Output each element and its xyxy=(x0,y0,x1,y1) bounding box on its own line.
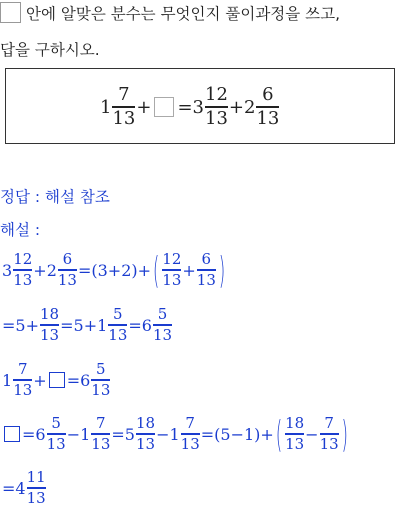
sol3-whole-1: 1 xyxy=(2,370,13,390)
sol1-whole-1: 3 xyxy=(2,260,13,280)
sol5-whole-1: 4 xyxy=(15,478,26,498)
answer-label: 정답 : 해설 참조 xyxy=(0,188,110,206)
eq-plus: + xyxy=(136,96,152,118)
sol4-fraction-4: 7 13 xyxy=(180,414,200,453)
sol3-fraction-1: 7 13 xyxy=(13,360,33,399)
eq-whole-2: 3 xyxy=(192,96,204,118)
blank-square-icon xyxy=(49,372,65,388)
sol1-fraction-4: 6 13 xyxy=(196,250,216,289)
problem-equation xyxy=(100,84,280,130)
sol4-fraction-5: 18 13 xyxy=(285,414,305,453)
sol4-plus: + xyxy=(260,424,274,444)
sol2-plus-2: + xyxy=(83,315,98,335)
eq-plus-2: + xyxy=(228,96,244,118)
sol4-minus: − xyxy=(66,424,81,444)
sol1-whole-2: 2 xyxy=(46,260,57,280)
solution-line-3 xyxy=(2,358,111,402)
sol4-equals-2: = xyxy=(111,424,125,444)
sol4-whole-2: 1 xyxy=(80,424,91,444)
sol3-fraction-2: 5 13 xyxy=(91,360,111,399)
sol5-fraction-1: 11 13 xyxy=(26,468,46,507)
sol4-right-paren: ) xyxy=(341,412,348,456)
sol1-right-paren: ) xyxy=(218,248,226,292)
eq-whole-3: 2 xyxy=(244,96,256,118)
sol2-whole-3: 1 xyxy=(97,315,108,335)
sol2-equals-2: = xyxy=(60,315,74,335)
sol1-equals: = xyxy=(77,260,92,280)
sol2-plus: + xyxy=(25,315,39,335)
blank-box-icon xyxy=(0,2,21,23)
sol4-fraction-2: 7 13 xyxy=(91,414,111,453)
sol2-fraction-2: 5 13 xyxy=(108,305,128,344)
sol4-paren-diff: (5−1) xyxy=(214,424,261,444)
sol3-equals: = xyxy=(66,370,81,390)
sol4-minus-3: − xyxy=(305,424,319,444)
sol4-fraction-3: 18 13 xyxy=(135,414,156,453)
sol1-plus: + xyxy=(33,260,47,280)
solution-line-1 xyxy=(2,248,227,292)
eq-fraction-3: 6 13 xyxy=(256,84,280,129)
sol1-plus-2: + xyxy=(137,260,152,280)
sol3-whole-2: 6 xyxy=(80,370,91,390)
sol1-plus-3: + xyxy=(182,260,196,280)
sol2-equals: = xyxy=(2,315,16,335)
sol2-equals-3: = xyxy=(128,315,142,335)
blank-square-icon xyxy=(4,426,20,442)
question-text-1: 안에 알맞은 분수는 무엇인지 풀이과정을 쓰고, xyxy=(26,5,341,23)
sol2-whole-4: 6 xyxy=(141,315,152,335)
eq-whole-1: 1 xyxy=(100,96,112,118)
sol2-whole-1: 5 xyxy=(15,315,26,335)
sol1-left-paren: ( xyxy=(153,248,160,292)
solution-line-2 xyxy=(2,303,173,347)
sol5-equals: = xyxy=(2,478,16,498)
sol1-paren-sum: (3+2) xyxy=(91,260,138,280)
sol1-fraction-2: 6 13 xyxy=(57,250,77,289)
sol2-fraction-3: 5 13 xyxy=(152,305,173,344)
sol4-fraction-1: 5 13 xyxy=(46,414,66,453)
eq-equals: = xyxy=(177,96,193,118)
sol3-plus: + xyxy=(33,370,47,390)
sol2-whole-2: 5 xyxy=(73,315,84,335)
sol4-whole-4: 1 xyxy=(169,424,180,444)
sol4-equals: = xyxy=(22,424,36,444)
eq-fraction-2: 12 13 xyxy=(205,84,228,129)
solution-line-5 xyxy=(2,466,47,510)
sol2-fraction-1: 18 13 xyxy=(40,305,60,344)
solution-line-4 xyxy=(2,412,400,456)
answer-blank-box xyxy=(154,97,174,117)
question-line-2: 답을 구하시오. xyxy=(0,41,100,59)
eq-fraction-1: 7 13 xyxy=(112,84,136,129)
sol4-fraction-6: 7 13 xyxy=(319,414,339,453)
sol1-fraction-3: 12 13 xyxy=(162,250,182,289)
sol4-left-paren: ( xyxy=(275,412,283,456)
sol1-fraction-1: 12 13 xyxy=(13,250,33,289)
question-line-1 xyxy=(0,2,340,24)
sol4-whole-3: 5 xyxy=(124,424,135,444)
explanation-label: 해설 : xyxy=(0,221,41,239)
sol4-minus-2: − xyxy=(156,424,170,444)
sol4-whole-1: 6 xyxy=(35,424,46,444)
sol4-equals-3: = xyxy=(200,424,215,444)
